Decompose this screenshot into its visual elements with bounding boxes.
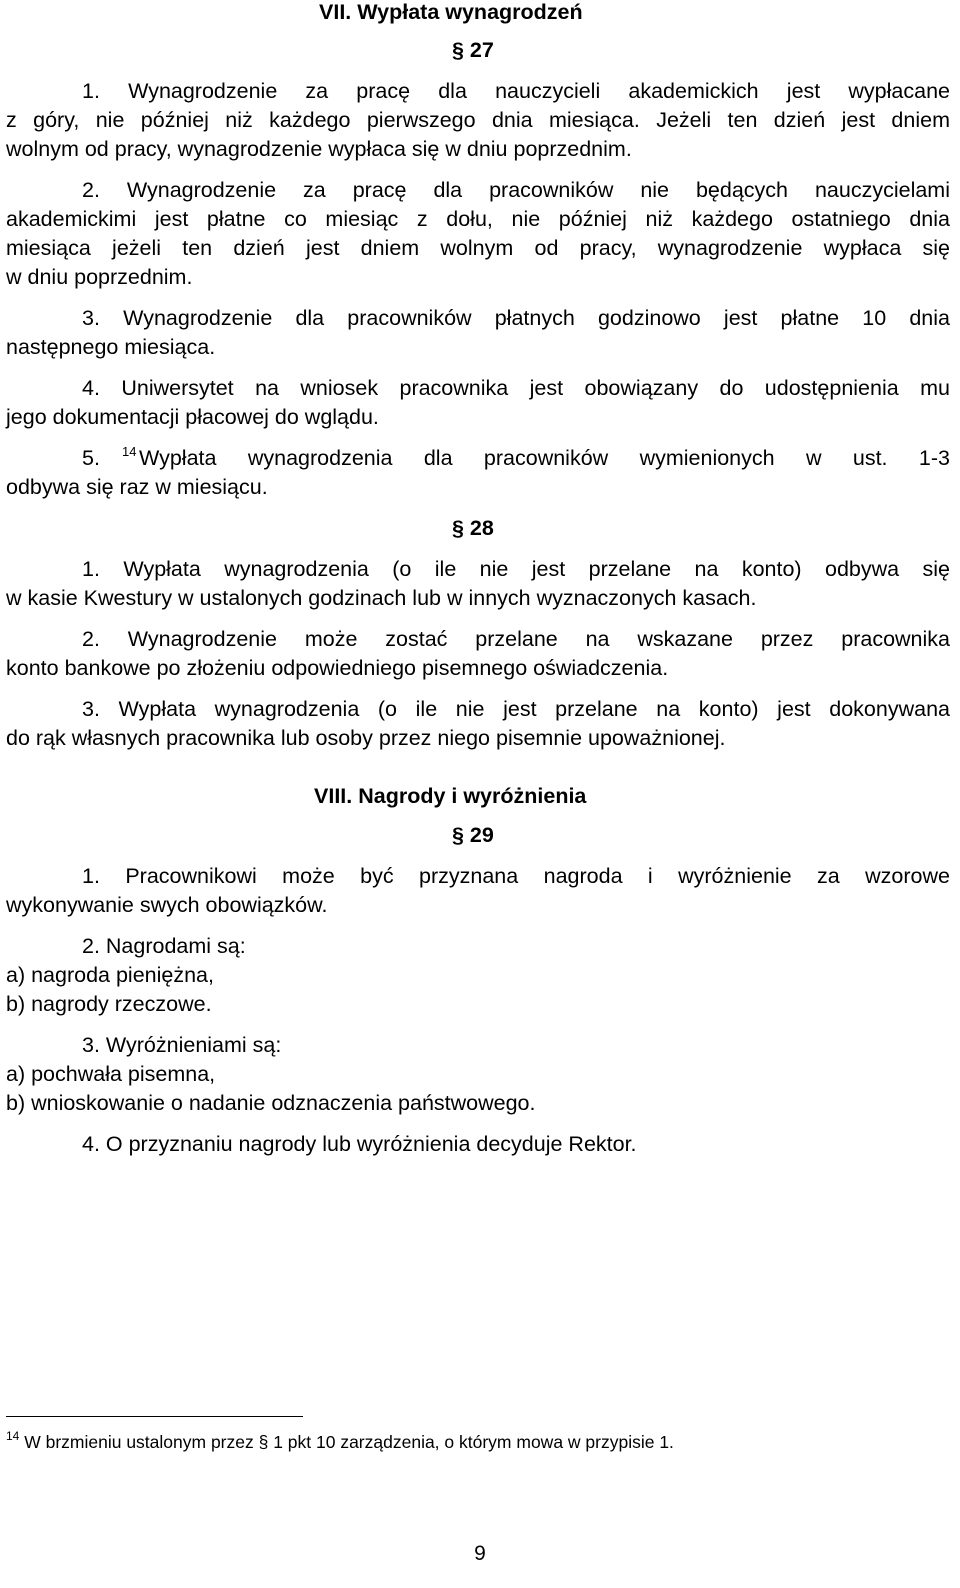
chapter-viii-heading: VIII. Nagrody i wyróżnienia <box>314 784 587 808</box>
s28-p3-line1: 3. Wypłata wynagrodzenia (o ile nie jest przelane na konto) jest dokonywana <box>82 697 950 721</box>
s28-p2-line2: konto bankowe po złożeniu odpowiedniego pisemnego oświadczenia. <box>6 656 669 680</box>
s27-p1-line1: 1. Wynagrodzenie za pracę dla nauczycieli akademickich jest wypłacane <box>82 79 950 103</box>
s29-p2-item-a: a) nagroda pieniężna, <box>6 963 214 987</box>
s28-p3-line2: do rąk własnych pracownika lub osoby przez niego pisemnie upoważnionej. <box>6 726 726 750</box>
s29-p3-item-b: b) wnioskowanie o nadanie odznaczenia państwowego. <box>6 1091 536 1115</box>
s27-p2-line1: 2. Wynagrodzenie za pracę dla pracowników nie będących nauczycielami <box>82 178 950 202</box>
s28-p1-line1: 1. Wypłata wynagrodzenia (o ile nie jest przelane na konto) odbywa się <box>82 557 950 581</box>
s27-p2-line3: miesiąca jeżeli ten dzień jest dniem wolnym od pracy, wynagrodzenie wypłaca się <box>6 236 950 260</box>
s27-p3-line1: 3. Wynagrodzenie dla pracowników płatnych godzinowo jest płatne 10 dnia <box>82 306 950 330</box>
s29-p3: 3. Wyróżnieniami są: <box>82 1033 282 1057</box>
s27-p5-footnote-ref <box>122 444 137 473</box>
s29-p1-line1: 1. Pracownikowi może być przyznana nagroda i wyróżnienie za wzorowe <box>82 864 950 888</box>
footnote <box>6 1428 674 1456</box>
s27-p4-line2: jego dokumentacji płacowej do wglądu. <box>6 405 379 429</box>
section-29-title: § 29 <box>452 823 494 847</box>
s27-p1-line3: wolnym od pracy, wynagrodzenie wypłaca się w dniu poprzednim. <box>6 137 632 161</box>
s27-p2-line4: w dniu poprzednim. <box>6 265 193 289</box>
chapter-vii-heading: VII. Wypłata wynagrodzeń <box>319 0 583 24</box>
section-27-title: § 27 <box>452 38 494 62</box>
footnote-ref-14: 14 <box>122 444 137 459</box>
s27-p1-line2: z góry, nie później niż każdego pierwszego dnia miesiąca. Jeżeli ten dzień jest dniem <box>6 108 950 132</box>
s27-p2-line2: akademickimi jest płatne co miesiąc z dołu, nie później niż każdego ostatniego dnia <box>6 207 950 231</box>
s29-p3-item-a: a) pochwała pisemna, <box>6 1062 216 1086</box>
s27-p4-line1: 4. Uniwersytet na wniosek pracownika jest obowiązany do udostępnienia mu <box>82 376 950 400</box>
s27-p5-line1: Wypłata wynagrodzenia dla pracowników wymienionych w ust. 1-3 <box>139 446 950 470</box>
s27-p5-number: 5. <box>82 446 100 470</box>
s27-p5-line2: odbywa się raz w miesiącu. <box>6 475 268 499</box>
footnote-text: W brzmieniu ustalonym przez § 1 pkt 10 zarządzenia, o którym mowa w przypisie 1. <box>19 1432 674 1452</box>
footnote-separator <box>6 1416 303 1417</box>
s27-p3-line2: następnego miesiąca. <box>6 335 216 359</box>
s29-p1-line2: wykonywanie swych obowiązków. <box>6 893 328 917</box>
s29-p2: 2. Nagrodami są: <box>82 934 246 958</box>
s28-p1-line2: w kasie Kwestury w ustalonych godzinach lub w innych wyznaczonych kasach. <box>6 586 757 610</box>
s29-p2-item-b: b) nagrody rzeczowe. <box>6 992 212 1016</box>
s28-p2-line1: 2. Wynagrodzenie może zostać przelane na wskazane przez pracownika <box>82 627 950 651</box>
section-28-title: § 28 <box>452 516 494 540</box>
page-number: 9 <box>474 1542 486 1565</box>
s29-p4: 4. O przyznaniu nagrody lub wyróżnienia decyduje Rektor. <box>82 1132 637 1156</box>
footnote-number: 14 <box>6 1429 20 1443</box>
